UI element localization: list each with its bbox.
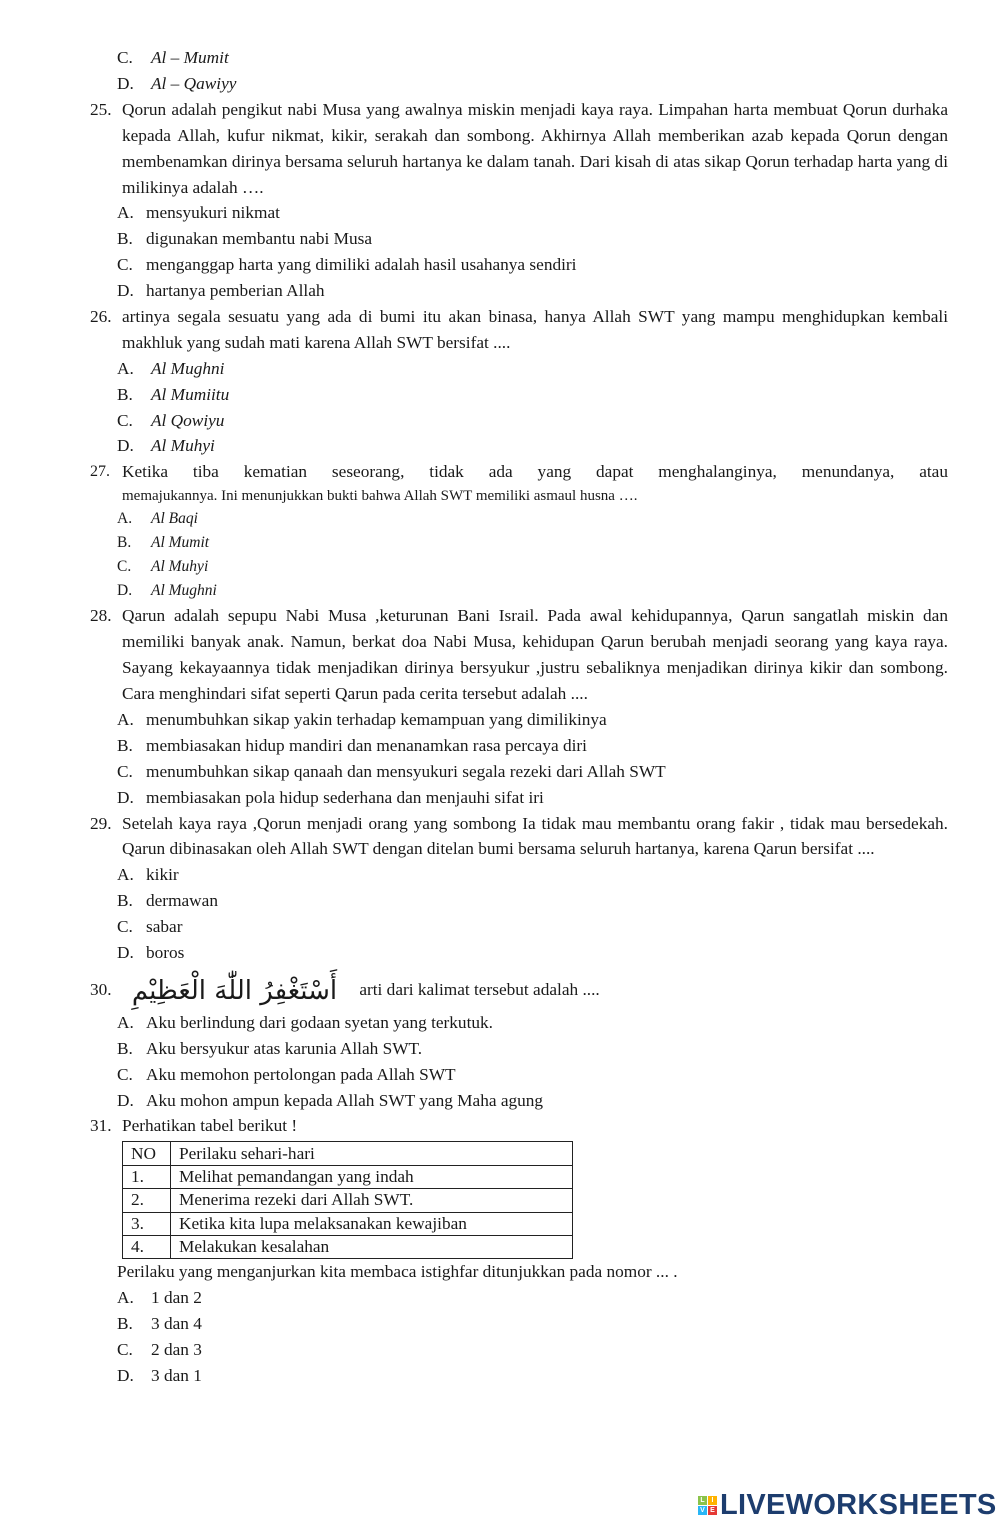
question-text: artinya segala sesuatu yang ada di bumi itu akan binasa, hanya Allah SWT yang mampu menghidupkan kembali makhluk yang sudah mati karena Allah SWT bersifat .... (122, 306, 948, 352)
question-number: 31. (90, 1116, 112, 1136)
option-letter: A. (117, 203, 134, 223)
answer-option[interactable] (90, 1088, 948, 1114)
answer-option[interactable] (90, 733, 948, 759)
answer-option[interactable] (90, 408, 948, 434)
option-text: Al Baqi (151, 510, 198, 528)
table-cell-no: 4. (123, 1235, 171, 1258)
question-stem (90, 811, 948, 863)
answer-option[interactable] (90, 940, 948, 966)
question-text-line2: memajukannya. Ini menunjukkan bukti bahwa Allah SWT memiliki asmaul husna …. (122, 488, 638, 505)
answer-option[interactable] (90, 382, 948, 408)
answer-option[interactable] (90, 252, 948, 278)
option-letter: C. (117, 917, 133, 937)
option-letter: C. (117, 761, 133, 781)
option-letter: C. (117, 255, 133, 275)
answer-option[interactable] (90, 433, 948, 459)
table-cell-behavior: Ketika kita lupa melaksanakan kewajiban (171, 1212, 573, 1235)
answer-option[interactable] (90, 759, 948, 785)
question-number: 27. (90, 463, 110, 481)
option-letter: B. (117, 1038, 133, 1058)
option-letter: D. (117, 281, 134, 301)
option-letter: D. (117, 787, 134, 807)
answer-option[interactable] (90, 1285, 948, 1311)
answer-option[interactable] (90, 200, 948, 226)
answer-option[interactable] (90, 507, 948, 531)
answer-option[interactable] (90, 531, 948, 555)
question-number: 28. (90, 606, 112, 626)
table-row (123, 1235, 573, 1258)
question-text: Perhatikan tabel berikut ! (122, 1116, 298, 1136)
question-text: Qarun adalah sepupu Nabi Musa ,keturunan Bani Israil. Pada awal kehidupannya, Qarun sangatlah miskin dan memiliki banyak anak. Namun, berkat doa Nabi Musa, kehidupan Qarun berubah menjadi seorang yang kaya raya. Sayang kekayaannya tidak menjadikan dirinya bersyukur ,justru sebaliknya menjadikan dirinya kikir dan sombong. Cara menghindari sifat seperti Qarun pada cerita tersebut adalah .... (122, 606, 948, 704)
previous-question-options (90, 45, 948, 97)
table-row (123, 1189, 573, 1212)
option-text: Al Mumit (151, 534, 210, 552)
option-letter: D. (117, 582, 133, 600)
logo-cubes-icon (698, 1496, 717, 1515)
answer-option[interactable] (90, 707, 948, 733)
option-text: sabar (146, 917, 183, 937)
table-header: Perilaku sehari-hari (171, 1142, 573, 1165)
option-letter: A. (117, 1012, 134, 1032)
table-row (123, 1212, 573, 1235)
table-cell-no: 1. (123, 1165, 171, 1188)
option-letter: A. (117, 865, 134, 885)
option-letter: C. (117, 558, 132, 576)
table-cell-behavior: Melihat pemandangan yang indah (171, 1165, 573, 1188)
question-26 (90, 304, 948, 459)
option-text: membiasakan hidup mandiri dan menanamkan rasa percaya diri (146, 735, 587, 755)
option-letter: B. (117, 1314, 133, 1334)
question-25 (90, 97, 948, 304)
answer-option[interactable] (90, 1036, 948, 1062)
question-number: 25. (90, 99, 112, 119)
question-text: arti dari kalimat tersebut adalah .... (359, 979, 600, 999)
answer-option[interactable] (90, 914, 948, 940)
table-header-row (123, 1142, 573, 1165)
option-letter: D. (117, 436, 134, 456)
option-text: 1 dan 2 (151, 1288, 202, 1308)
option-text: 3 dan 1 (151, 1365, 202, 1385)
option-text: Al Mughni (151, 358, 225, 378)
answer-option[interactable] (90, 226, 948, 252)
answer-option[interactable] (90, 785, 948, 811)
logo-cube: I (708, 1496, 717, 1505)
option-text: Aku berlindung dari godaan syetan yang terkutuk. (146, 1012, 493, 1032)
option-text: Al – Mumit (151, 48, 229, 67)
option-letter: C. (117, 48, 133, 67)
option-text: digunakan membantu nabi Musa (146, 229, 373, 249)
option-text: 3 dan 4 (151, 1314, 202, 1334)
answer-option[interactable] (90, 1311, 948, 1337)
option-text: menganggap harta yang dimiliki adalah hasil usahanya sendiri (146, 255, 577, 275)
liveworksheets-logo (698, 1489, 997, 1522)
answer-option[interactable] (90, 888, 948, 914)
question-31 (90, 1113, 948, 1388)
option-text: Al Mumiitu (151, 384, 230, 404)
option-letter: B. (117, 534, 132, 552)
option-text: menumbuhkan sikap yakin terhadap kemampuan yang dimilikinya (146, 709, 607, 729)
table-row (123, 1165, 573, 1188)
option-letter: C. (117, 410, 133, 430)
answer-option[interactable] (90, 1363, 948, 1389)
logo-cube: E (708, 1506, 717, 1515)
option-letter: D. (117, 1365, 134, 1385)
answer-option[interactable] (90, 555, 948, 579)
question-27 (90, 459, 948, 603)
option-text: menumbuhkan sikap qanaah dan mensyukuri segala rezeki dari Allah SWT (146, 761, 666, 781)
option-letter: D. (117, 943, 134, 963)
option-letter: B. (117, 229, 133, 249)
question-number: 26. (90, 306, 112, 326)
table-cell-no: 3. (123, 1212, 171, 1235)
option-text: Al Muhyi (151, 436, 215, 456)
option-letter: D. (117, 73, 134, 93)
table-cell-behavior: Melakukan kesalahan (171, 1235, 573, 1258)
answer-option[interactable] (90, 356, 948, 382)
table-cell-behavior: Menerima rezeki dari Allah SWT. (171, 1189, 573, 1212)
answer-option[interactable] (90, 1010, 948, 1036)
question-28 (90, 603, 948, 810)
question-text-after-table: Perilaku yang menganjurkan kita membaca istighfar ditunjukkan pada nomor ... . (117, 1262, 678, 1282)
option-text: Al Mughni (151, 582, 217, 600)
question-stem (90, 603, 948, 707)
option-text: dermawan (146, 891, 218, 911)
option-letter: C. (117, 1339, 133, 1359)
option-letter: A. (117, 1288, 134, 1308)
answer-option[interactable] (90, 71, 948, 97)
question-number: 29. (90, 813, 112, 833)
question-text: Setelah kaya raya ,Qorun menjadi orang yang sombong Ia tidak mau membantu orang fakir , tidak mau bersedekah. Qarun dibinasakan oleh Allah SWT dengan ditelan bumi bersama seluruh hartanya, karena Qarun bersifat .... (122, 813, 948, 859)
option-letter: B. (117, 891, 133, 911)
option-letter: C. (117, 1064, 133, 1084)
answer-option[interactable] (90, 579, 948, 603)
option-letter: A. (117, 358, 134, 378)
option-text: Al – Qawiyy (151, 73, 237, 93)
option-text: Aku mohon ampun kepada Allah SWT yang Maha agung (146, 1090, 544, 1110)
option-letter: B. (117, 735, 133, 755)
behavior-table (122, 1141, 573, 1259)
answer-option[interactable] (90, 1062, 948, 1088)
option-text: Aku memohon pertolongan pada Allah SWT (146, 1064, 456, 1084)
option-text: hartanya pemberian Allah (146, 281, 325, 301)
option-letter: B. (117, 384, 133, 404)
question-number: 30. (90, 979, 112, 999)
option-text: Aku bersyukur atas karunia Allah SWT. (146, 1038, 423, 1058)
arabic-phrase: أَسْتَغْفِرُ اللّٰهَ الْعَظِيْمِ (131, 975, 338, 1006)
logo-text: LIVEWORKSHEETS (720, 1489, 997, 1521)
question-29 (90, 811, 948, 966)
option-text: Al Muhyi (151, 558, 209, 576)
answer-option[interactable] (90, 1337, 948, 1363)
option-letter: A. (117, 709, 134, 729)
answer-option[interactable] (90, 45, 948, 71)
question-stem (90, 304, 948, 356)
question-stem (90, 97, 948, 201)
question-30 (90, 970, 948, 1114)
worksheet-page (90, 45, 948, 1389)
answer-option[interactable] (90, 862, 948, 888)
table-header: NO (123, 1142, 171, 1165)
option-letter: A. (117, 510, 133, 528)
option-letter: D. (117, 1090, 134, 1110)
option-text: kikir (146, 865, 179, 885)
option-text: membiasakan pola hidup sederhana dan menjauhi sifat iri (146, 787, 544, 807)
option-text: mensyukuri nikmat (146, 203, 280, 223)
question-text-line1: Ketika tiba kematian seseorang, tidak ada yang dapat menghalanginya, menundanya, atau (122, 462, 948, 482)
option-text: boros (146, 943, 185, 963)
answer-option[interactable] (90, 278, 948, 304)
table-cell-no: 2. (123, 1189, 171, 1212)
logo-cube: V (698, 1506, 707, 1515)
option-text: Al Qowiyu (151, 410, 225, 430)
question-text: Qorun adalah pengikut nabi Musa yang awalnya miskin menjadi kaya raya. Limpahan harta membuat Qorun durhaka kepada Allah, kufur nikmat, kikir, serakah dan sombong. Akhirnya Allah memberikan azab kepada Qorun dengan membenamkan dirinya bersama seluruh hartanya ke dalam tanah. Dari kisah di atas sikap Qorun terhadap harta yang di milikinya adalah …. (122, 99, 948, 197)
logo-cube: L (698, 1496, 707, 1505)
option-text: 2 dan 3 (151, 1339, 202, 1359)
